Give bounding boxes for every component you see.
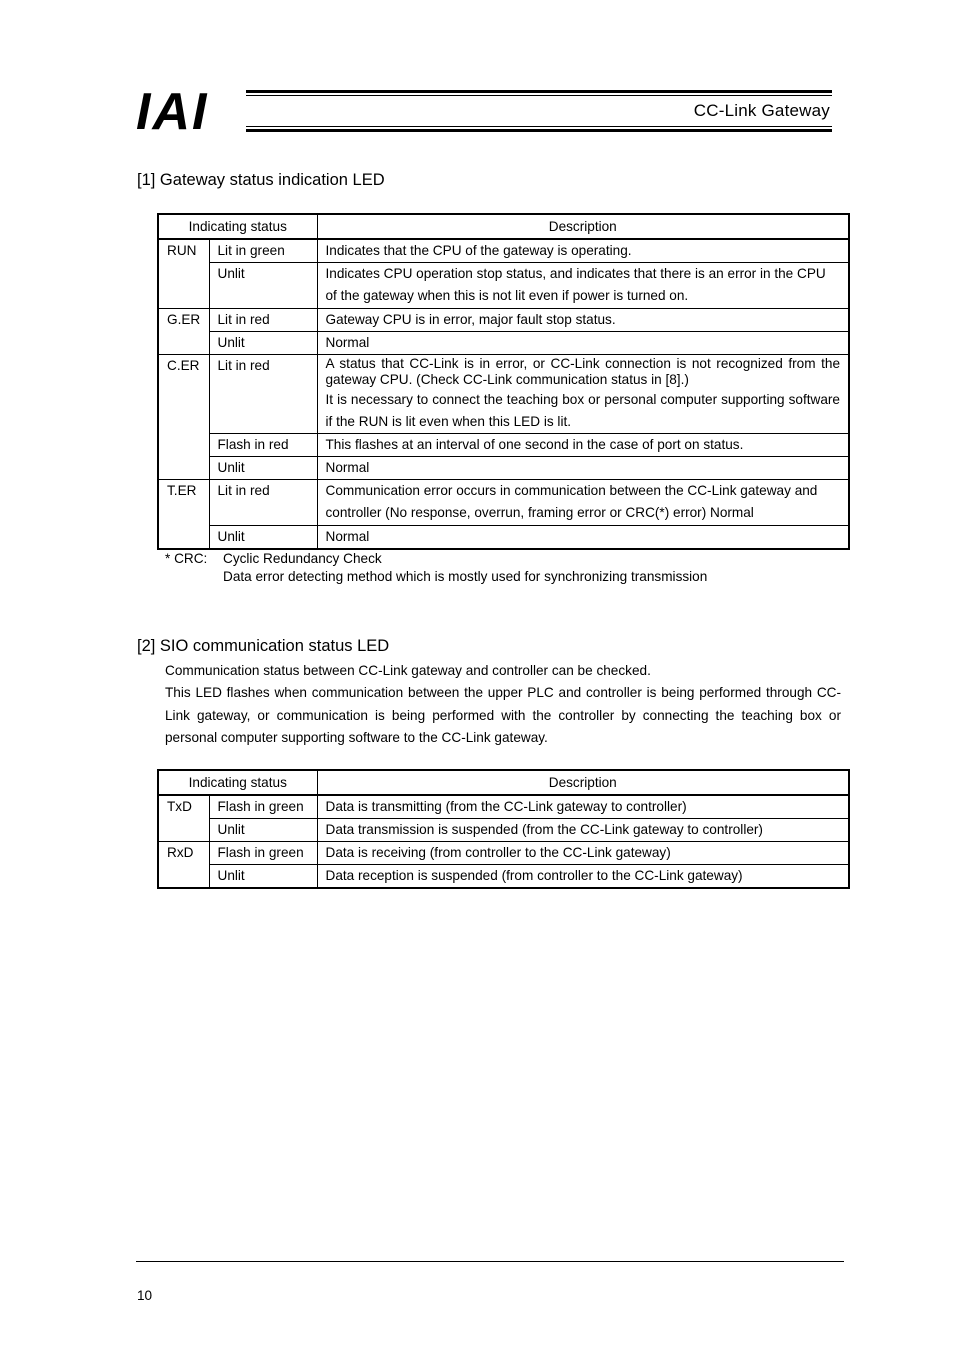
footnote-line1: Cyclic Redundancy Check xyxy=(223,551,382,566)
table-row xyxy=(158,239,849,263)
led-name-ter: T.ER xyxy=(158,480,209,550)
header-title: CC-Link Gateway xyxy=(693,101,830,120)
status-label: Unlit xyxy=(209,819,317,842)
section2-description: This LED flashes when communication between the upper PLC and controller is being performed through CC-Link gateway, or communication is being performed with the controller by connecting the teaching box or personal computer supporting software to the CC-Link gateway. xyxy=(165,685,841,745)
table-row xyxy=(158,865,849,889)
table-header-row xyxy=(158,770,849,795)
col-description-header: Description xyxy=(317,770,849,795)
led-name-ger: G.ER xyxy=(158,309,209,355)
table-row xyxy=(158,309,849,332)
sio-led-table xyxy=(157,769,850,889)
status-description: Gateway CPU is in error, major fault stop status. xyxy=(317,309,849,332)
status-description: Data is transmitting (from the CC-Link gateway to controller) xyxy=(317,795,849,819)
cer-description-part1: A status that CC-Link is in error, or CC-Link connection is not recognized from the gateway CPU. (Check CC-Link communication status in [8].) xyxy=(325,356,840,387)
header-rule-thin xyxy=(246,95,832,96)
footer-rule xyxy=(136,1261,844,1262)
status-label: Flash in green xyxy=(209,842,317,865)
page-number: 10 xyxy=(137,1288,153,1303)
status-description: Data transmission is suspended (from the CC-Link gateway to controller) xyxy=(317,819,849,842)
status-label: Unlit xyxy=(209,865,317,889)
status-label: Flash in red xyxy=(209,434,317,457)
status-description: Data reception is suspended (from controller to the CC-Link gateway) xyxy=(317,865,849,889)
table-row xyxy=(158,355,849,434)
status-label: Lit in red xyxy=(209,355,317,434)
led-name-cer: C.ER xyxy=(158,355,209,480)
table-row xyxy=(158,263,849,309)
table-row xyxy=(158,434,849,457)
status-label: Unlit xyxy=(209,457,317,480)
status-label: Lit in green xyxy=(209,239,317,263)
table-row xyxy=(158,526,849,550)
section2-title: [2] SIO communication status LED xyxy=(137,637,390,655)
status-description xyxy=(317,355,849,434)
footnote-line2: Data error detecting method which is mostly used for synchronizing transmission xyxy=(223,568,708,584)
table-row xyxy=(158,332,849,355)
status-label: Lit in red xyxy=(209,480,317,526)
cer-description-part2: It is necessary to connect the teaching box or personal computer supporting software if the RUN is lit even when this LED is lit. xyxy=(325,392,840,429)
status-label: Unlit xyxy=(209,526,317,550)
header-rule-bottom xyxy=(246,126,832,127)
table-row xyxy=(158,819,849,842)
logo-text: IAI xyxy=(136,90,209,132)
status-description: Indicates CPU operation stop status, and indicates that there is an error in the CPU of the gateway when this is not lit even if power is turned on. xyxy=(317,263,849,309)
col-description-header: Description xyxy=(317,214,849,239)
header-rule-top xyxy=(246,90,832,93)
table-header-row xyxy=(158,214,849,239)
status-description: Data is receiving (from controller to the CC-Link gateway) xyxy=(317,842,849,865)
status-description: Normal xyxy=(317,526,849,550)
footnote-mark: * CRC: xyxy=(165,551,208,566)
led-name-rxd: RxD xyxy=(158,842,209,889)
header-rule-bottom-thick xyxy=(246,129,832,132)
led-name-txd: TxD xyxy=(158,795,209,842)
crc-footnote xyxy=(165,550,707,585)
section2-intro: Communication status between CC-Link gateway and controller can be checked. xyxy=(165,663,651,678)
status-description: Communication error occurs in communication between the CC-Link gateway and controller (No response, overrun, framing error or CRC(*) error) Normal xyxy=(317,480,849,526)
iai-logo xyxy=(136,90,246,132)
table-row xyxy=(158,795,849,819)
led-name-run: RUN xyxy=(158,239,209,309)
status-description: Normal xyxy=(317,457,849,480)
status-label: Flash in green xyxy=(209,795,317,819)
status-label: Lit in red xyxy=(209,309,317,332)
gateway-led-table xyxy=(157,213,850,550)
status-label: Unlit xyxy=(209,263,317,309)
table-row xyxy=(158,457,849,480)
status-description: Indicates that the CPU of the gateway is operating. xyxy=(317,239,849,263)
status-label: Unlit xyxy=(209,332,317,355)
table-row xyxy=(158,480,849,526)
section1-title: [1] Gateway status indication LED xyxy=(137,171,385,189)
col-status-header: Indicating status xyxy=(158,770,317,795)
status-description: This flashes at an interval of one second in the case of port on status. xyxy=(317,434,849,457)
table-row xyxy=(158,842,849,865)
status-description: Normal xyxy=(317,332,849,355)
col-status-header: Indicating status xyxy=(158,214,317,239)
